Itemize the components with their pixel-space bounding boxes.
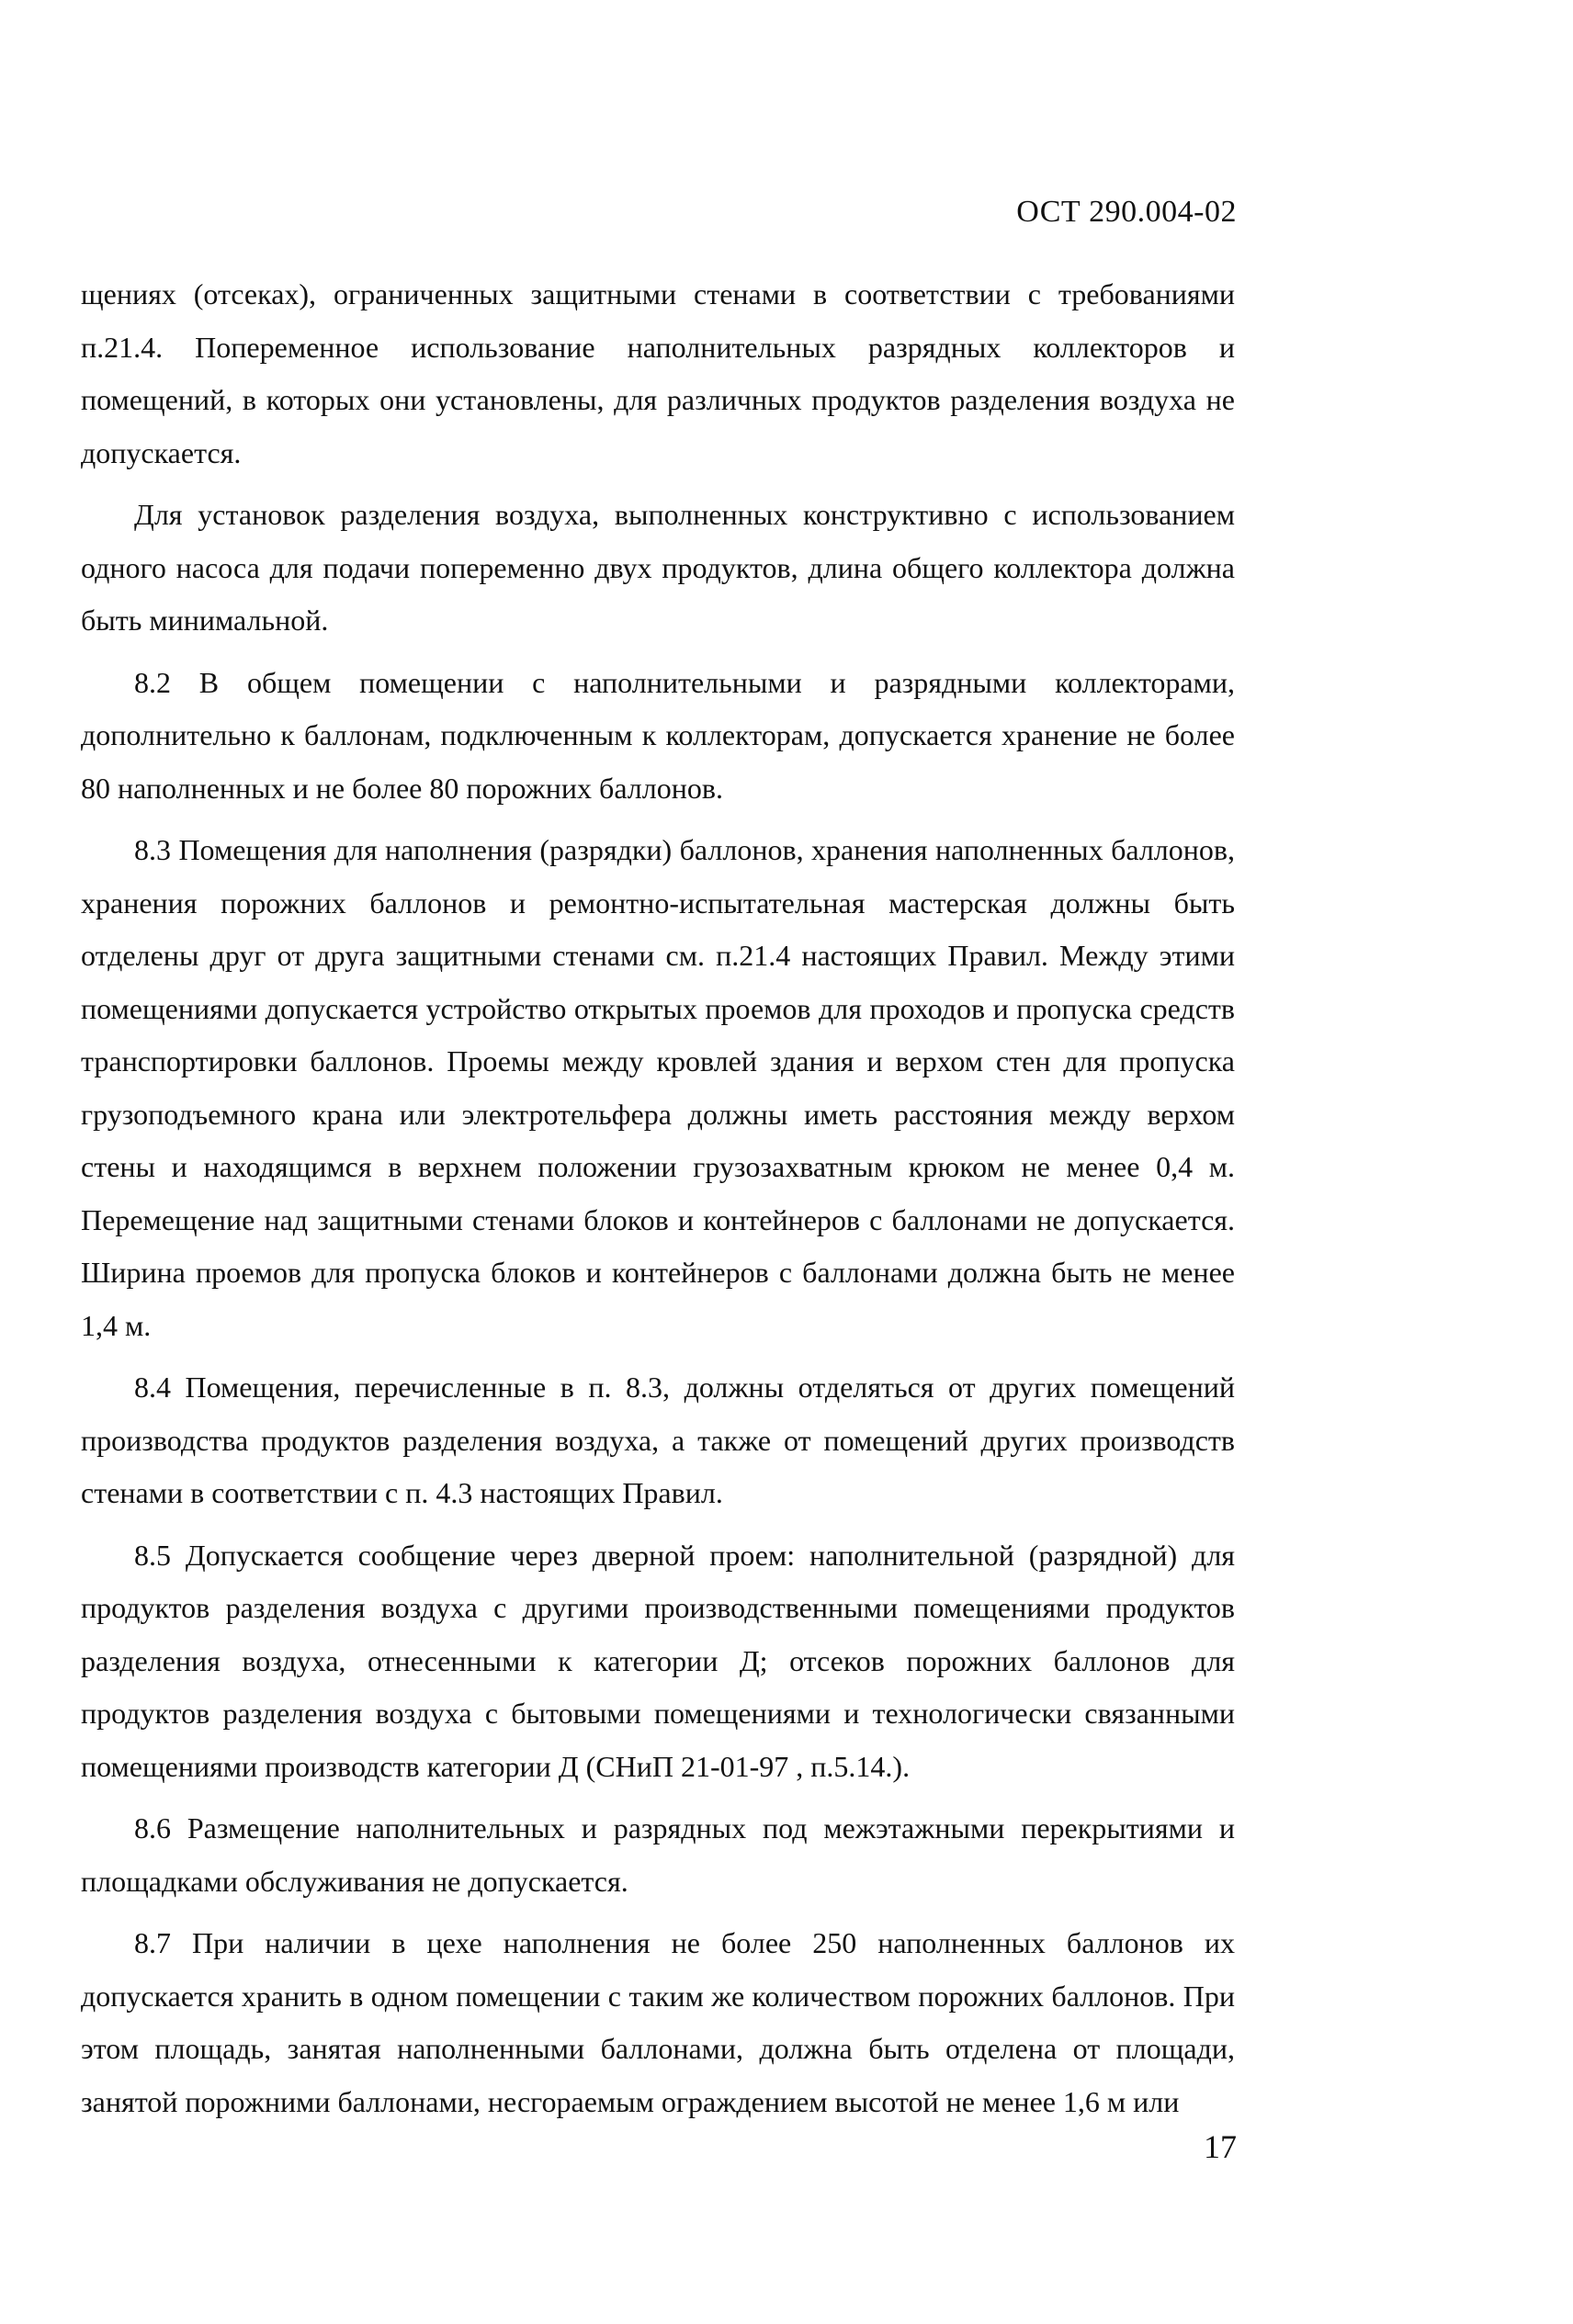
paragraph-air-separation-units: Для установок разделения воздуха, выполненных конструктивно с использованием одного насоса для подачи попеременно двух продуктов, длина общего коллектора должна быть минимальной. — [81, 498, 1235, 637]
paragraph-8-2: 8.2 В общем помещении с наполнительными и разрядными коллекторами, дополнительно к баллонам, подключенным к коллекторам, допускается хранение не более 80 наполненных и не более 80 порожних баллонов. — [81, 665, 1235, 805]
document-code: ОСТ 290.004-02 — [1016, 195, 1237, 229]
paragraph-8-6: 8.6 Размещение наполнительных и разрядных под межэтажными перекрытиями и площадками обслуживания не допускается. — [81, 1811, 1235, 1898]
paragraph-8-5: 8.5 Допускается сообщение через дверной проем: наполнительной (разрядной) для продуктов разделения воздуха с другими производственными помещениями продуктов разделения воздуха, отнесенными к категории Д; отсеков порожних баллонов для продуктов разделения воздуха с бытовыми помещениями и технологически связанными помещениями производств категории Д (СНиП 21-01-97 , п.5.14.). — [81, 1538, 1235, 1783]
page-number: 17 — [1204, 2128, 1237, 2165]
document-body — [81, 268, 1235, 2128]
paragraph-8-4: 8.4 Помещения, перечисленные в п. 8.3, должны отделяться от других помещений производства продуктов разделения воздуха, а также от помещений других производств стенами в соответствии с п. 4.3 настоящих Правил. — [81, 1371, 1235, 1509]
paragraph-8-3: 8.3 Помещения для наполнения (разрядки) баллонов, хранения наполненных баллонов, хранения порожних баллонов и ремонтно-испытательная мастерская должны быть отделены друг от друга защитными стенами см. п.21.4 настоящих Правил. Между этими помещениями допускается устройство открытых проемов для проходов и пропуска средств транспортировки баллонов. Проемы между кровлей здания и верхом стен для пропуска грузоподъемного крана или электротельфера должны иметь расстояния между верхом стены и находящимся в верхнем положении грузозахватным крюком не менее 0,4 м. Перемещение над защитными стенами блоков и контейнеров с баллонами не допускается. Ширина проемов для пропуска блоков и контейнеров с баллонами должна быть не менее 1,4 м. — [81, 833, 1235, 1342]
paragraph-continuation: щениях (отсеках), ограниченных защитными стенами в соответствии с требованиями п.21.4. Попеременное использование наполнительных разрядных коллекторов и помещений, в которых они установлены, для различных продуктов разделения воздуха не допускается. — [81, 277, 1235, 469]
paragraph-8-7: 8.7 При наличии в цехе наполнения не более 250 наполненных баллонов их допускается хранить в одном помещении с таким же количеством порожних баллонов. При этом площадь, занятая наполненными баллонами, должна быть отделена от площади, занятой порожними баллонами, несгораемым ограждением высотой не менее 1,6 м или — [81, 1926, 1235, 2118]
